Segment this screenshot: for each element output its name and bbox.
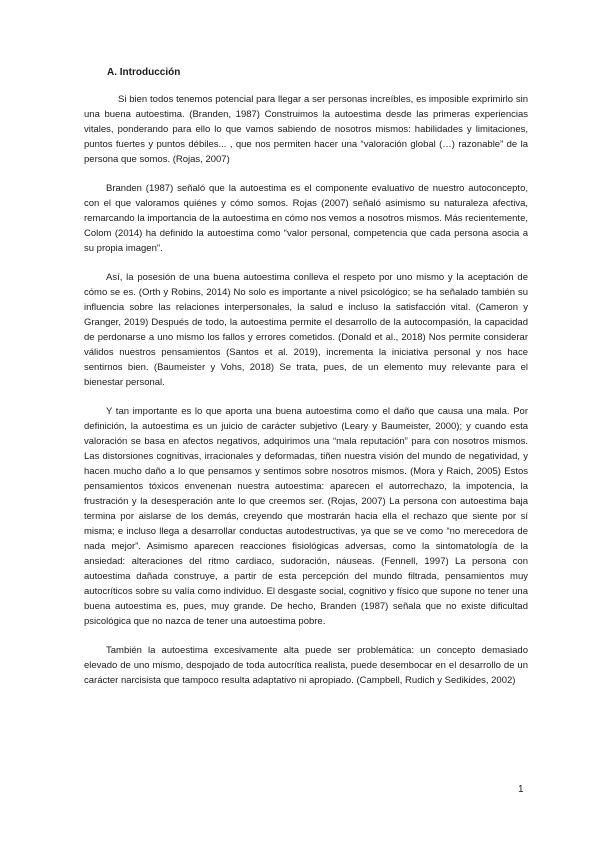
paragraph-1: Si bien todos tenemos potencial para llegar a ser personas increíbles, es imposible exprimirlo sin una buena autoestima. (Branden, 1987) Construimos la autoestima desde las primeras experiencias vitales, ponderando para ello lo que vamos sabiendo de nosotros mismos: habilidades y limitaciones, puntos fuertes y puntos débiles... , que nos permiten hacer una “valoración global (…) razonable” de la persona que somos. (Rojas, 2007) — [84, 94, 528, 165]
paragraph-3: Así, la posesión de una buena autoestima conlleva el respeto por uno mismo y la aceptación de cómo se es. (Orth y Robins, 2014) No solo es importante a nivel psicológico; se ha señalado también su influencia sobre las relaciones interpersonales, la salud e incluso la satisfacción vital. (Cameron y Granger, 2019) Después de todo, la autoestima permite el desarrollo de la autocompasión, la capacidad de perdonarse a uno mismo los fallos y errores cometidos. (Donald et al., 2018) Nos permite considerar válidos nuestros pensamientos (Santos et al. 2019), incrementa la iniciativa personal y nos hace sentirnos bien. (Baumeister y Vohs, 2018) Se trata, pues, de un elemento muy relevante para el bienestar personal. — [84, 272, 528, 388]
paragraph-4: Y tan importante es lo que aporta una buena autoestima como el daño que causa una mala. Por definición, la autoestima es un juicio de carácter subjetivo (Leary y Baumeister, 2000); y cuando esta valoración se basa en afectos negativos, adquirimos una “mala reputación” para con nosotros mismos. Las distorsiones cognitivas, irracionales y deformadas, tiñen nuestra visión del mundo de negatividad, y hacen mucho daño a lo que pensamos y sentimos sobre nosotros mismos. (Mora y Raich, 2005) Estos pensamientos tóxicos envenenan nuestra autoestima: aparecen el autorrechazo, la impotencia, la frustración y la desesperación ante lo que creemos ser. (Rojas, 2007) La persona con autoestima baja termina por aislarse de los demás, creyendo que mostrarán hacia ella el rechazo que siente por sí misma; e incluso llega a desarrollar conductas autodestructivas, ya que se ve como “no merecedora de nada mejor”. Asimismo aparecen reacciones fisiológicas adversas, como la sintomatología de la ansiedad: alteraciones del ritmo cardiaco, sudoración, náuseas. (Fennell, 1997) La persona con autoestima dañada construye, a partir de esta percepción del mundo filtrada, pensamientos muy autocríticos sobre su valía como individuo. El desgaste social, cognitivo y físico que supone no tener una buena autoestima es, pues, muy grande. De hecho, Branden (1987) señala que no existe dificultad psicológica que no nazca de tener una autoestima pobre. — [84, 406, 528, 627]
paragraph-5: También la autoestima excesivamente alta puede ser problemática: un concepto demasiado elevado de uno mismo, despojado de toda autocrítica realista, puede desembocar en el desarrollo de un carácter narcisista que tampoco resulta adaptativo ni apropiado. (Campbell, Rudich y Sedikides, 2002) — [84, 645, 528, 686]
paragraph-2: Branden (1987) señaló que la autoestima es el componente evaluativo de nuestro autoconcepto, con el que valoramos quiénes y cómo somos. Rojas (2007) señaló asimismo su naturaleza afectiva, remarcando la importancia de la autoestima en cómo nos vemos a nosotros mismos. Más recientemente, Colom (2014) ha definido la autoestima como “valor personal, competencia que cada persona asocia a su propia imagen”. — [84, 183, 528, 254]
document-body — [84, 66, 528, 702]
page-number: 1 — [518, 784, 524, 795]
section-heading: A. Introducción — [107, 67, 181, 78]
